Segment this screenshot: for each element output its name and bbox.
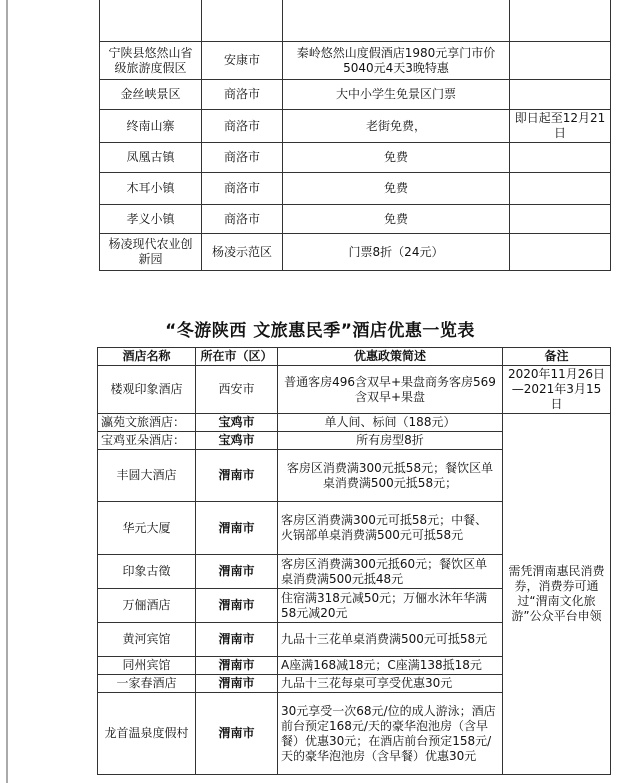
spot-note xyxy=(510,143,611,173)
hotel-policy: 客房区消费满300元可抵58元；中餐、火锅部单桌消费满500元可抵58元 xyxy=(278,502,503,555)
hotel-name: 楼观印象酒店 xyxy=(98,366,196,414)
spot-name: 孝义小镇 xyxy=(100,205,202,234)
spot-name: 木耳小镇 xyxy=(100,173,202,205)
spot-policy: 免费 xyxy=(283,205,510,234)
spot-city: 商洛市 xyxy=(202,173,283,205)
hotel-name: 华元大厦 xyxy=(98,502,196,555)
hotel-note-merged: 需凭渭南惠民消费券，消费券可通过“渭南文化旅游”公众平台申领 xyxy=(503,414,611,775)
spot-policy: 免费 xyxy=(283,143,510,173)
hotel-city: 渭南市 xyxy=(196,675,278,693)
table-row xyxy=(100,143,611,173)
spot-name: 金丝峡景区 xyxy=(100,80,202,110)
spot-city: 商洛市 xyxy=(202,205,283,234)
hotel-city: 渭南市 xyxy=(196,450,278,502)
hotel-policy: 九品十三花单桌消费满500元可抵58元 xyxy=(278,623,503,657)
spot-policy: 免费 xyxy=(283,173,510,205)
header-note: 备注 xyxy=(503,348,611,366)
hotel-city: 宝鸡市 xyxy=(196,432,278,450)
hotel-name: 丰圆大酒店 xyxy=(98,450,196,502)
hotel-name: 龙首温泉度假村 xyxy=(98,693,196,775)
spot-city: 商洛市 xyxy=(202,143,283,173)
table-row xyxy=(100,42,611,80)
hotel-policy: 客房区消费满300元抵60元；餐饮区单桌消费满500元抵48元 xyxy=(278,555,503,589)
table-row xyxy=(100,173,611,205)
spot-city: 商洛市 xyxy=(202,110,283,143)
spot-city: 杨凌示范区 xyxy=(202,234,283,271)
hotel-name: 宝鸡亚朵酒店： xyxy=(98,432,196,450)
hotel-name: 瀛苑文旅酒店： xyxy=(98,414,196,432)
hotel-note: 2020年11月26日—2021年3月15日 xyxy=(503,366,611,414)
spot-name xyxy=(100,0,202,42)
hotel-name: 印象古徵 xyxy=(98,555,196,589)
table-row xyxy=(100,80,611,110)
hotel-city: 宝鸡市 xyxy=(196,414,278,432)
spot-note xyxy=(510,173,611,205)
hotel-name: 万俪酒店 xyxy=(98,589,196,623)
hotel-name: 同州宾馆 xyxy=(98,657,196,675)
header-city: 所在市（区） xyxy=(196,348,278,366)
hotel-policy: A座满168减18元；C座满138抵18元 xyxy=(278,657,503,675)
table-row xyxy=(100,205,611,234)
hotel-discount-table xyxy=(97,347,611,775)
spot-policy: 秦岭悠然山度假酒店1980元享门市价5040元4天3晚特惠 xyxy=(283,42,510,80)
spot-policy: 老街免费， xyxy=(283,110,510,143)
header-hotel-name: 酒店名称 xyxy=(98,348,196,366)
hotel-policy: 九品十三花每桌可享受优惠30元 xyxy=(278,675,503,693)
spot-note xyxy=(510,80,611,110)
left-edge-line xyxy=(0,0,12,783)
table-row xyxy=(98,414,611,432)
hotel-city: 渭南市 xyxy=(196,502,278,555)
page-title: “冬游陕西 文旅惠民季”酒店优惠一览表 xyxy=(165,321,475,341)
spot-note xyxy=(510,205,611,234)
table-row xyxy=(98,366,611,414)
hotel-name: 一家春酒店 xyxy=(98,675,196,693)
hotel-policy: 住宿满318元减50元；万俪水沐年华满58元减20元 xyxy=(278,589,503,623)
hotel-city: 渭南市 xyxy=(196,589,278,623)
spot-policy: 门票8折（24元） xyxy=(283,234,510,271)
spot-name: 凤凰古镇 xyxy=(100,143,202,173)
hotel-policy: 普通客房496含双早+果盘商务客房569含双早+果盘 xyxy=(278,366,503,414)
table-row xyxy=(100,0,611,42)
hotel-city: 渭南市 xyxy=(196,657,278,675)
scenic-spot-table xyxy=(99,0,611,271)
spot-policy: 大中小学生免景区门票 xyxy=(283,80,510,110)
hotel-city: 渭南市 xyxy=(196,555,278,589)
table-row xyxy=(100,234,611,271)
hotel-city: 渭南市 xyxy=(196,693,278,775)
hotel-city: 西安市 xyxy=(196,366,278,414)
hotel-policy: 单人间、标间（188元） xyxy=(278,414,503,432)
spot-name: 终南山寨 xyxy=(100,110,202,143)
spot-note xyxy=(510,42,611,80)
hotel-policy: 30元享受一次68元/位的成人游泳；酒店前台预定168元/天的豪华泡池房（含早餐）优惠30元；在酒店前台预定158元/天的豪华泡池房（含早餐）优惠30元 xyxy=(278,693,503,775)
spot-city xyxy=(202,0,283,42)
hotel-name: 黄河宾馆 xyxy=(98,623,196,657)
spot-note xyxy=(510,234,611,271)
spot-city: 安康市 xyxy=(202,42,283,80)
spot-name: 杨凌现代农业创新园 xyxy=(100,234,202,271)
table-row xyxy=(100,110,611,143)
hotel-policy: 客房区消费满300元抵58元；餐饮区单桌消费满500元抵58元； xyxy=(278,450,503,502)
spot-city: 商洛市 xyxy=(202,80,283,110)
spot-note xyxy=(510,0,611,42)
spot-note: 即日起至12月21日 xyxy=(510,110,611,143)
header-policy: 优惠政策简述 xyxy=(278,348,503,366)
hotel-city: 渭南市 xyxy=(196,623,278,657)
hotel-policy: 所有房型8折 xyxy=(278,432,503,450)
spot-policy xyxy=(283,0,510,42)
table-header-row xyxy=(98,348,611,366)
spot-name: 宁陕县悠然山省级旅游度假区 xyxy=(100,42,202,80)
